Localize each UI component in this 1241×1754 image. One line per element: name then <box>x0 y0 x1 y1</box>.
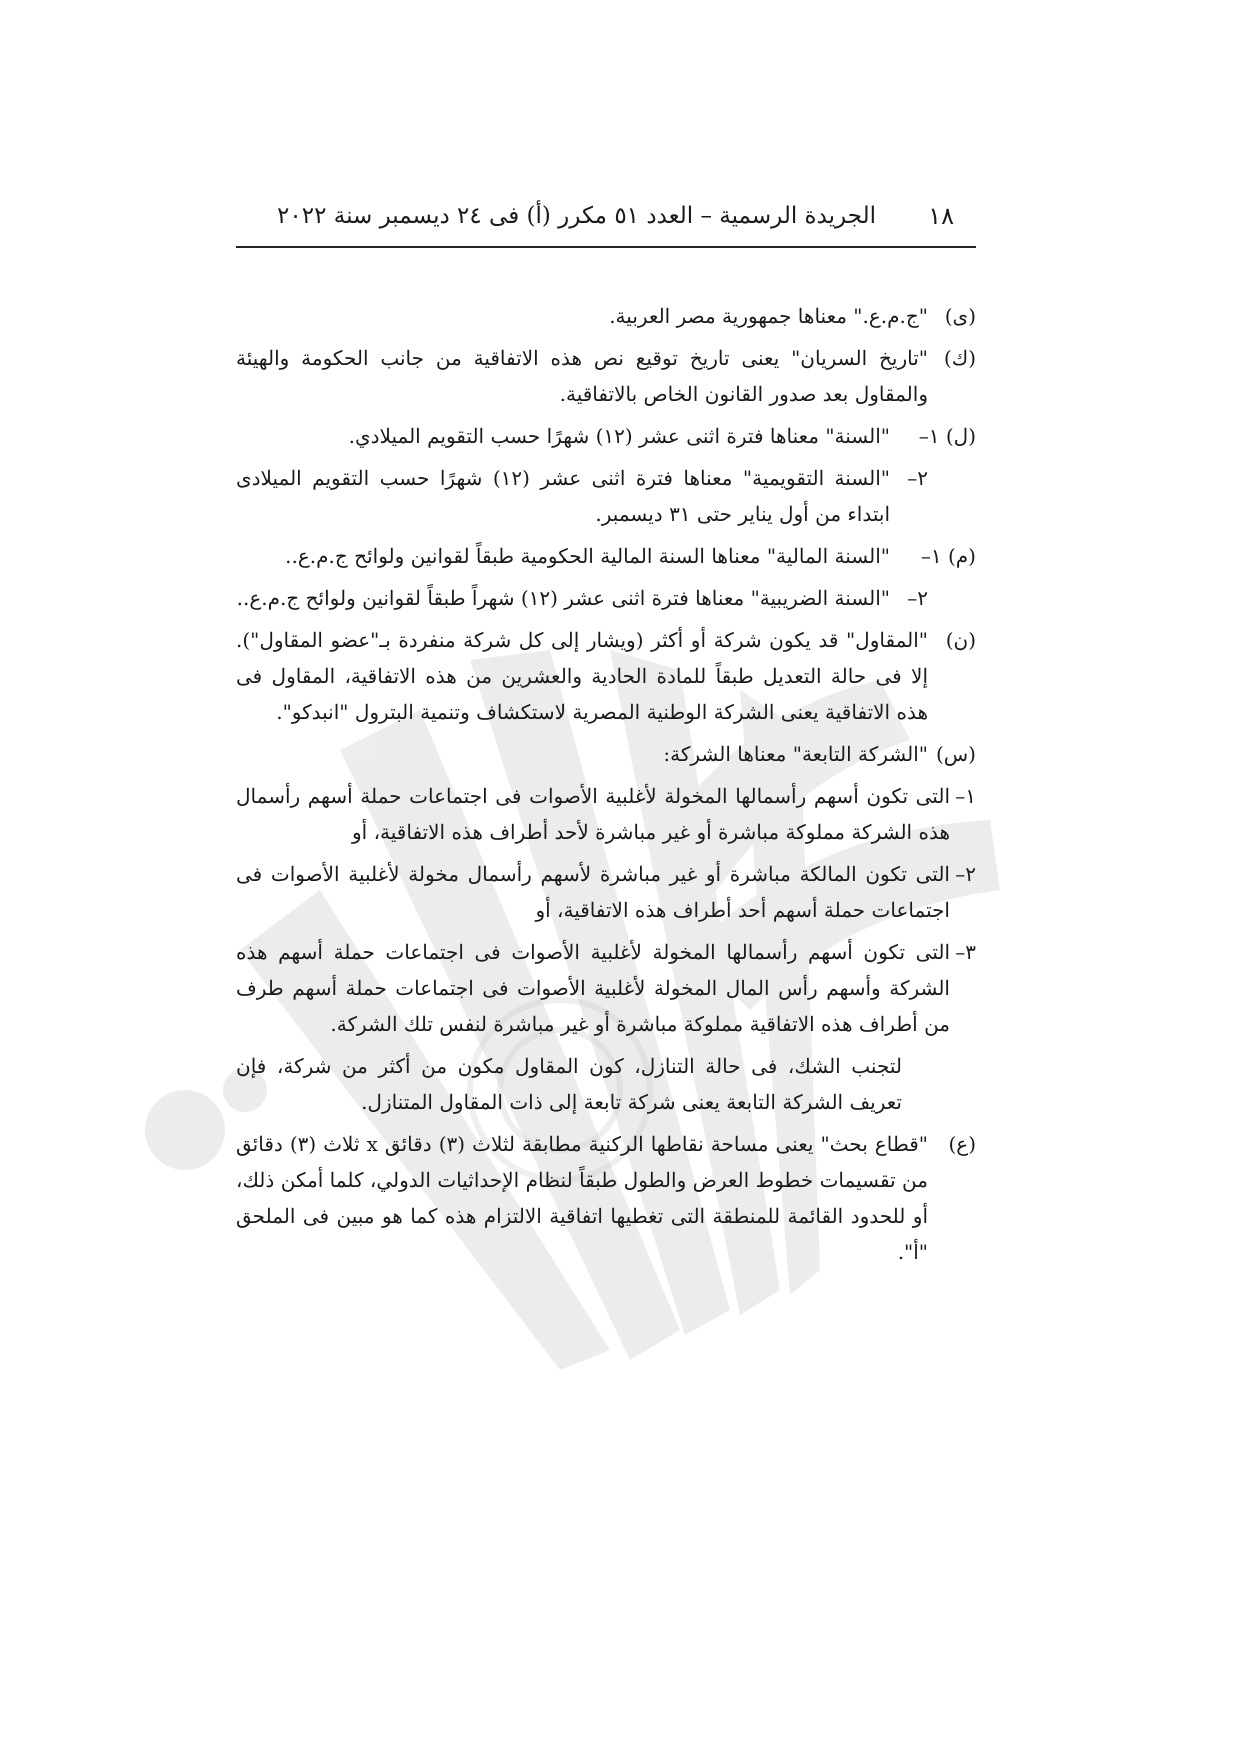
item-text: التى تكون أسهم رأسمالها المخولة لأغلبية الأصوات فى اجتماعات حملة أسهم هذه الشركة وأسهم رأس المال المخولة لأغلبية الأصوات فى اجتماعات حملة أسهم طرف من أطراف هذه الاتفاقية مملوكة مباشرة أو غير مباشرة لنفس تلك الشركة. <box>236 940 950 1036</box>
item-text: "المقاول" قد يكون شركة أو أكثر (ويشار إلى كل شركة منفردة بـ"عضو المقاول"). إلا فى حالة التعديل طبقاً للمادة الحادية والعشرين من هذه الاتفاقية، المقاول فى هذه الاتفاقية يعنى الشركة الوطنية المصرية لاستكشاف وتنمية البترول "انبدكو". <box>236 628 928 724</box>
item-text: التى تكون أسهم رأسمالها المخولة لأغلبية الأصوات فى اجتماعات حملة أسهم رأسمال هذه الشركة مملوكة مباشرة أو غير مباشرة لأحد أطراف هذه الاتفاقية، أو <box>236 784 950 844</box>
item-label: (ل) ١– <box>918 424 976 448</box>
item-label: ٢– <box>907 586 928 610</box>
definition-subitem <box>236 580 976 616</box>
definition-item <box>236 1126 976 1270</box>
definition-item <box>236 622 976 730</box>
item-text: "السنة التقويمية" معناها فترة اثنى عشر (١٢) شهرًا حسب التقويم الميلادى ابتداء من أول يناير حتى ٣١ ديسمبر. <box>236 466 891 526</box>
item-text: "السنة الضريبية" معناها فترة اثنى عشر (١٢) شهراً طبقاً لقوانين ولوائح ج.م.ع.. <box>236 586 890 610</box>
item-label: ٢– <box>907 466 928 490</box>
definition-subitem <box>236 460 976 532</box>
affiliate-clause <box>236 856 976 928</box>
item-text: "السنة" معناها فترة اثنى عشر (١٢) شهرًا حسب التقويم الميلادي. <box>348 424 890 448</box>
item-label: (ع) <box>948 1132 976 1156</box>
definition-item <box>236 538 976 574</box>
page-number: ١٨ <box>928 202 954 230</box>
gazette-header-title: الجريدة الرسمية – العدد ٥١ مكرر (أ) فى ٢٤ ديسمبر سنة ٢٠٢٢ <box>277 203 876 229</box>
item-text: "الشركة التابعة" معناها الشركة: <box>663 742 928 766</box>
item-text: "السنة المالية" معناها السنة المالية الحكومية طبقاً لقوانين ولوائح ج.م.ع.. <box>285 544 890 568</box>
page-header <box>236 196 976 254</box>
definition-item <box>236 298 976 334</box>
document-body <box>236 298 976 1276</box>
definition-item <box>236 736 976 772</box>
item-label: ١– <box>955 784 976 808</box>
definition-item <box>236 418 976 454</box>
item-text: التى تكون المالكة مباشرة أو غير مباشرة لأسهم رأسمال مخولة لأغلبية الأصوات فى اجتماعات حملة أسهم أحد أطراف هذه الاتفاقية، أو <box>236 862 950 922</box>
item-label: (ى) <box>944 304 976 328</box>
item-text: "قطاع بحث" يعنى مساحة نقاطها الركنية مطابقة لثلاث (٣) دقائق x ثلاث (٣) دقائق من تقسيمات خطوط العرض والطول طبقاً لنظام الإحداثيات الدولي، كلما أمكن ذلك، أو للحدود القائمة للمنطقة التى تغطيها اتفاقية الالتزام هذه كما هو مبين فى الملحق "أ". <box>236 1132 928 1264</box>
item-label: (س) <box>935 742 976 766</box>
item-label: (ن) <box>945 628 976 652</box>
item-label: (ك) <box>943 346 976 370</box>
item-label: ٢– <box>955 862 976 886</box>
affiliate-clause <box>236 778 976 850</box>
item-label: ٣– <box>955 940 976 964</box>
header-divider <box>236 246 976 248</box>
item-text: "ج.م.ع." معناها جمهورية مصر العربية. <box>609 304 928 328</box>
item-text: "تاريخ السريان" يعنى تاريخ توقيع نص هذه الاتفاقية من جانب الحكومة والهيئة والمقاول بعد صدور القانون الخاص بالاتفاقية. <box>236 346 929 406</box>
definition-item <box>236 340 976 412</box>
item-label: (م) ١– <box>920 544 976 568</box>
affiliate-clause <box>236 934 976 1042</box>
item-text: لتجنب الشك، فى حالة التنازل، كون المقاول مكون من أكثر من شركة، فإن تعريف الشركة التابعة يعنى شركة تابعة إلى ذات المقاول المتنازل. <box>236 1054 902 1114</box>
clarification-note <box>236 1048 976 1120</box>
